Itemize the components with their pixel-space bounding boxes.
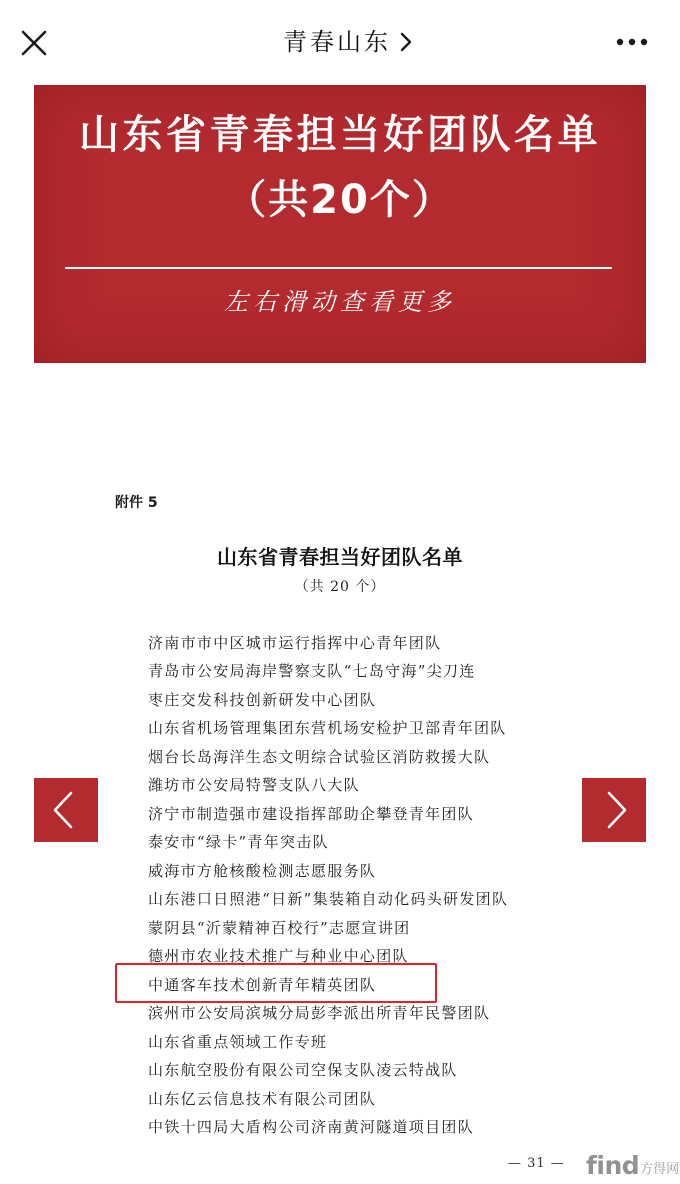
list-item: 中铁十四局大盾构公司济南黄河隧道项目团队 bbox=[148, 1117, 475, 1136]
list-item: 济宁市制造强市建设指挥部助企攀登青年团队 bbox=[148, 804, 475, 823]
attachment-label: 附件 5 bbox=[115, 495, 158, 511]
list-item: 滨州市公安局滨城分局彭李派出所青年民警团队 bbox=[148, 1004, 491, 1023]
list-item: 青岛市公安局海岸警察支队“七岛守海”尖刀连 bbox=[148, 662, 476, 681]
list-item: 山东省机场管理集团东营机场安检护卫部青年团队 bbox=[148, 719, 507, 738]
header-banner bbox=[34, 85, 646, 363]
banner-divider bbox=[65, 267, 612, 269]
document-subtitle: （共 20 个） bbox=[294, 579, 386, 595]
close-button[interactable] bbox=[20, 29, 48, 57]
list-item: 潍坊市公安局特警支队八大队 bbox=[148, 776, 360, 795]
account-title-link[interactable] bbox=[283, 25, 413, 59]
watermark-brand: find bbox=[586, 1151, 640, 1180]
carousel-prev-button[interactable] bbox=[34, 778, 98, 842]
page-number: — 31 — bbox=[508, 1156, 565, 1171]
chevron-right-icon[interactable] bbox=[399, 31, 413, 53]
chevron-right-icon[interactable] bbox=[582, 778, 646, 842]
list-item: 蒙阴县“沂蒙精神百校行”志愿宣讲团 bbox=[148, 918, 411, 937]
banner-swipe-hint: 左右滑动查看更多 bbox=[224, 288, 456, 316]
more-button[interactable] bbox=[612, 34, 652, 50]
team-list bbox=[148, 629, 508, 1141]
list-item: 济南市市中区城市运行指挥中心青年团队 bbox=[148, 634, 442, 652]
document-title: 山东省青春担当好团队名单 bbox=[217, 545, 463, 569]
list-item: 泰安市“绿卡”青年突击队 bbox=[148, 833, 329, 852]
list-item: 德州市农业技术推广与种业中心团队 bbox=[148, 947, 409, 966]
banner-title: 山东省青春担当好团队名单 bbox=[79, 112, 601, 158]
watermark-name: 方得网 bbox=[640, 1162, 680, 1177]
carousel-next-button[interactable] bbox=[582, 778, 646, 842]
close-icon[interactable] bbox=[20, 29, 48, 57]
list-item: 山东亿云信息技术有限公司团队 bbox=[148, 1089, 377, 1108]
list-item: 烟台长岛海洋生态文明综合试验区消防救援大队 bbox=[148, 747, 491, 766]
chevron-left-icon[interactable] bbox=[34, 778, 98, 842]
list-item: 山东省重点领域工作专班 bbox=[148, 1032, 328, 1051]
highlight-box bbox=[115, 963, 437, 1003]
account-title[interactable]: 青春山东 bbox=[283, 28, 391, 56]
more-icon[interactable] bbox=[612, 34, 652, 50]
watermark-logo bbox=[586, 1147, 679, 1181]
list-item: 山东港口日照港“日新”集装箱自动化码头研发团队 bbox=[148, 890, 509, 909]
list-item: 威海市方舱核酸检测志愿服务队 bbox=[148, 861, 377, 880]
list-item: 枣庄交发科技创新研发中心团队 bbox=[148, 690, 377, 709]
top-nav-bar bbox=[0, 0, 680, 84]
list-item: 山东航空股份有限公司空保支队凌云特战队 bbox=[148, 1061, 458, 1080]
list-item-highlighted: 中通客车技术创新青年精英团队 bbox=[148, 975, 377, 994]
banner-subtitle: （共20个） bbox=[226, 177, 454, 223]
